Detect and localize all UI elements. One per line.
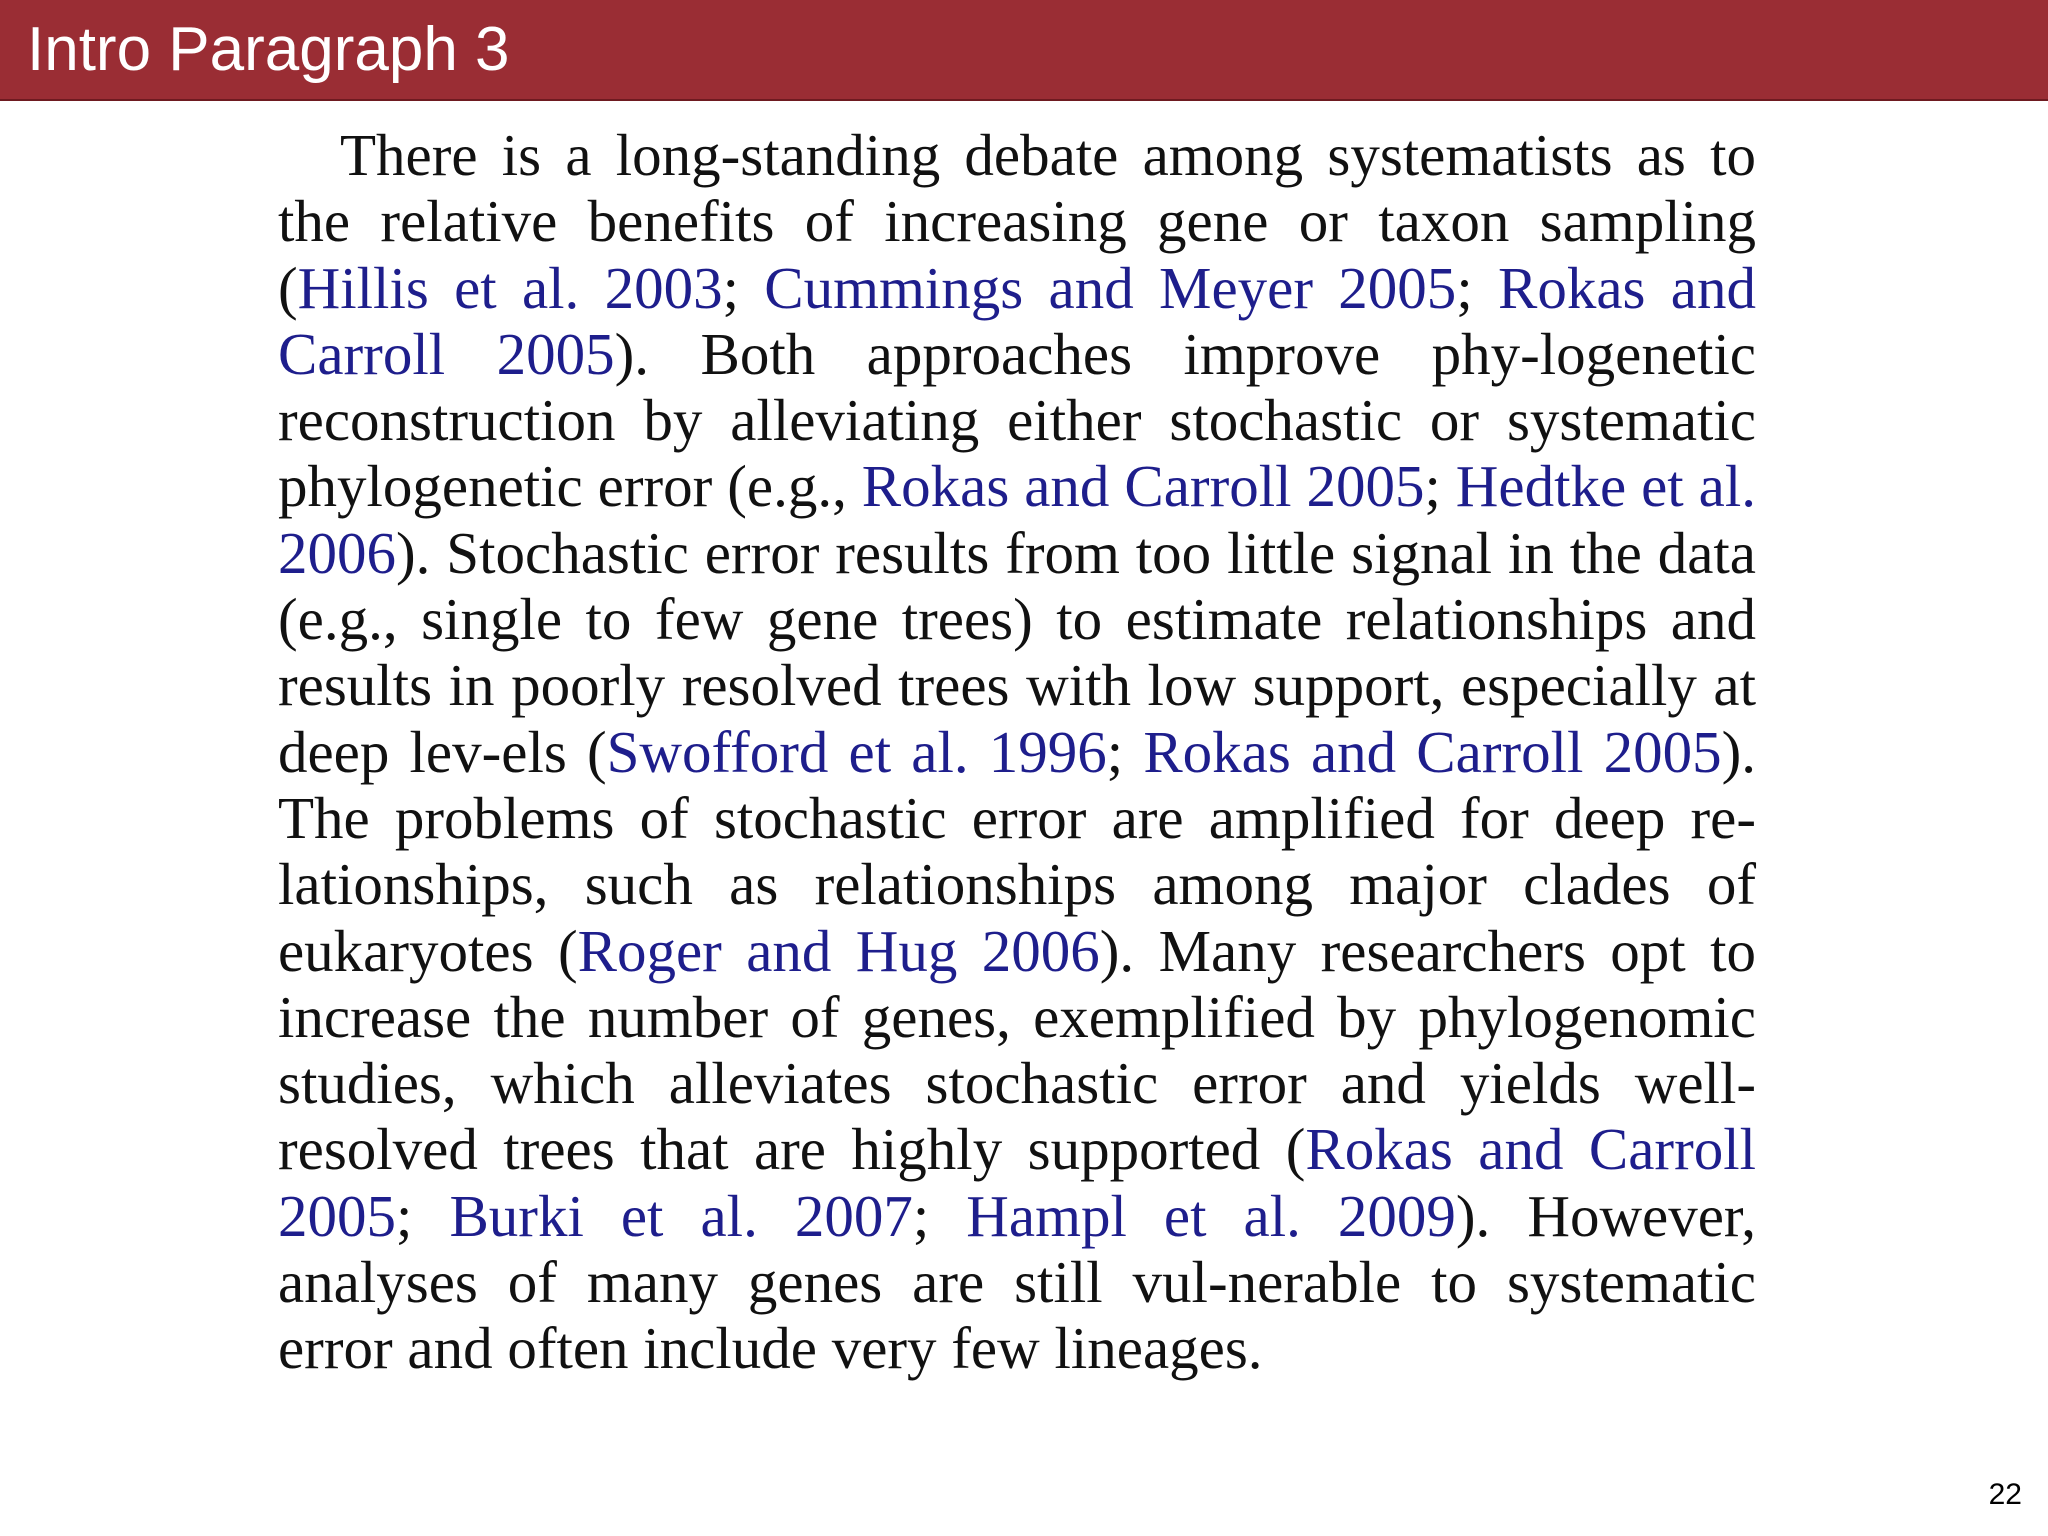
body-text-run: ; <box>1456 254 1498 321</box>
body-text-run: ; <box>1106 718 1144 785</box>
body-text-run: ). The problems of stochastic error are amplified for deep re-lationships, such as relationships among major clades of eukaryotes ( <box>278 718 1756 984</box>
body-text-run: ; <box>722 254 765 321</box>
citation-link[interactable]: Burki et al. 2007 <box>449 1182 913 1249</box>
body-text-run: ). Stochastic error results from too little signal in the data (e.g., single to few gene trees) to estimate relationships and results in poorly resolved trees with low support, especially at deep lev-els ( <box>278 519 1756 785</box>
citation-link[interactable]: Rokas and Carroll 2005 <box>1143 718 1722 785</box>
citation-link[interactable]: Hampl et al. 2009 <box>966 1182 1456 1249</box>
citation-link[interactable]: Rokas and Carroll 2005 <box>278 254 1756 387</box>
body-text-run: ; <box>1424 453 1456 520</box>
body-text-run: ). However, analyses of many genes are still vul-nerable to systematic error and often include very few lineages. <box>278 1182 1756 1382</box>
paper-excerpt-paragraph <box>278 122 1756 1382</box>
slide-title: Intro Paragraph 3 <box>27 15 510 84</box>
body-text-run: ). Both approaches improve phy-logenetic reconstruction by alleviating either stochastic or systematic phylogenetic error (e.g., <box>278 320 1756 520</box>
citation-link[interactable]: Cummings and Meyer 2005 <box>764 254 1457 321</box>
citation-link[interactable]: Hillis et al. 2003 <box>297 254 723 321</box>
slide-page-number: 22 <box>1988 1478 2022 1511</box>
body-text-run: There is a long-standing debate among systematists as to the relative benefits of increasing gene or taxon sampling ( <box>278 122 1756 321</box>
body-text-run: ; <box>912 1182 967 1249</box>
citation-link[interactable]: Rokas and Carroll 2005 <box>861 453 1425 520</box>
body-text-run: ). Many researchers opt to increase the number of genes, exemplified by phylogenomic studies, which alleviates stochastic error and yields well-resolved trees that are highly supported ( <box>278 917 1756 1183</box>
title-bar <box>0 0 2048 101</box>
body-text-run: ; <box>396 1182 450 1249</box>
citation-link[interactable]: Rokas and Carroll 2005 <box>278 1116 1756 1249</box>
citation-link[interactable]: Hedtke et al. 2006 <box>278 453 1756 586</box>
citation-link[interactable]: Swofford et al. 1996 <box>606 718 1107 785</box>
citation-link[interactable]: Roger and Hug 2006 <box>577 917 1100 984</box>
